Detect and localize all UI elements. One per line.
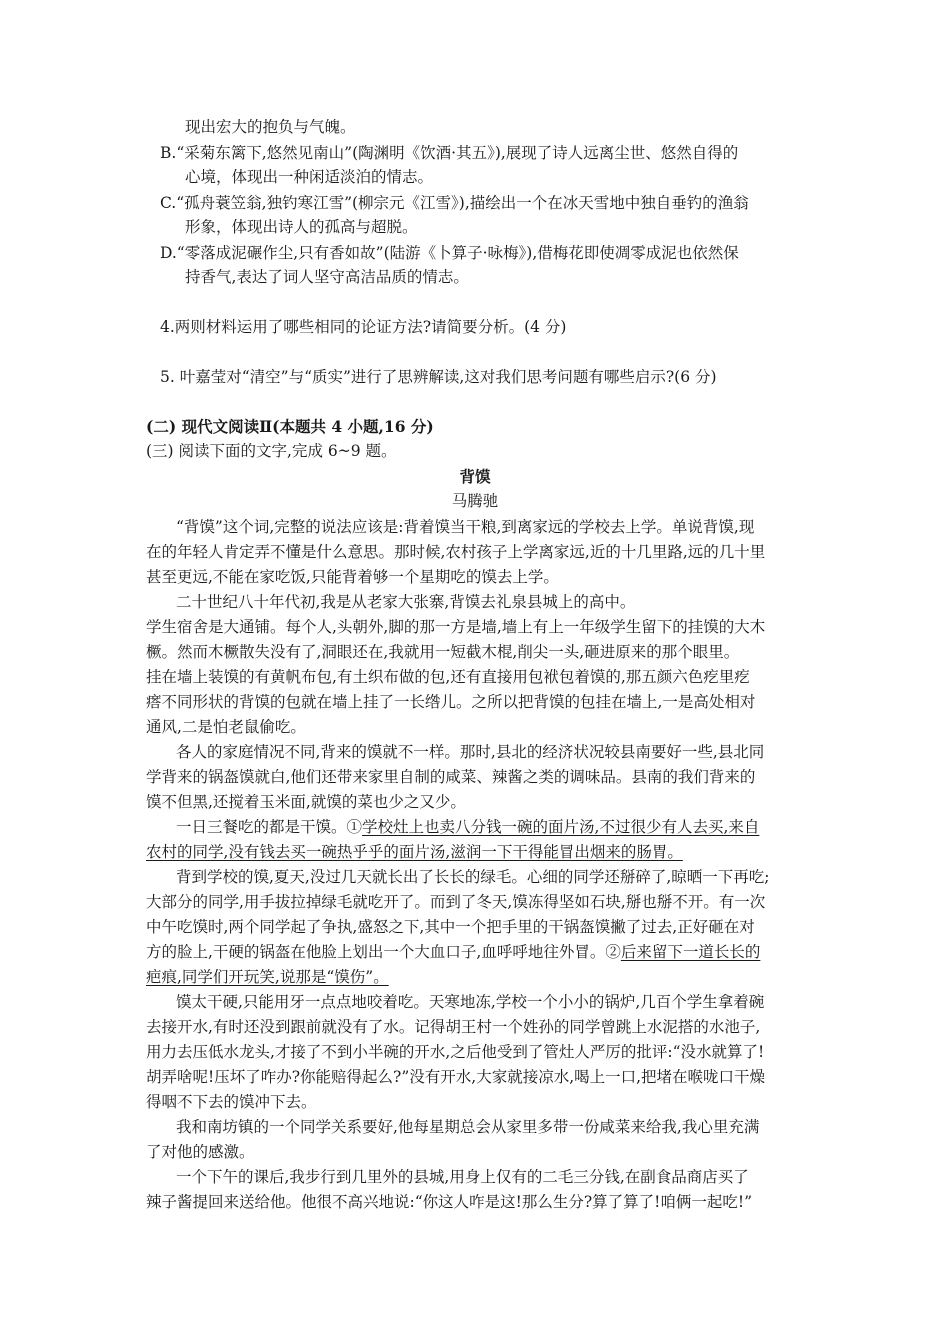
paragraph-line: 甚至更远,不能在家吃饭,只能背着够一个星期吃的馍去上学。 — [146, 568, 559, 586]
paragraph-line: 通风,二是怕老鼠偷吃。 — [146, 718, 306, 736]
paragraph-line — [176, 816, 759, 838]
option-b-line-2: 心境，体现出一种闲适淡泊的情志。 — [185, 168, 434, 186]
paragraph-line — [146, 941, 760, 963]
paragraph-line: 胡弄啥呢!压坏了咋办?你能赔得起么?”没有开水,大家就接凉水,喝上一口,把堵在喉咙口干燥 — [146, 1068, 766, 1086]
option-c-line-2: 形象，体现出诗人的孤高与超脱。 — [185, 218, 418, 236]
paragraph-text: 一日三餐吃的都是干馍。① — [176, 818, 363, 836]
paragraph-line: 去接开水,有时还没到跟前就没有了水。记得胡王村一个姓孙的同学曾跳上水泥搭的水池子, — [146, 1018, 761, 1036]
paragraph-line: 瘩不同形状的背馍的包就在墙上挂了一长绺儿。之所以把背馍的包挂在墙上,一是高处相对 — [146, 693, 756, 711]
paragraph-text: 方的脸上,干硬的锅盔在他脸上划出一个大血口子,血呼呼地往外冒。② — [146, 943, 621, 961]
paragraph-line: 各人的家庭情况不同,背来的馍就不一样。那时,县北的经济状况较县南要好一些,县北同 — [176, 743, 765, 761]
option-c-line-1: C.“孤舟蓑笠翁,独钓寒江雪”(柳宗元《江雪》),描绘出一个在冰天雪地中独自垂钓的渔翁 — [160, 194, 749, 212]
underlined-sentence-1-cont: 农村的同学,没有钱去买一碗热乎乎的面片汤,滋润一下干得能冒出烟来的肠胃。 — [146, 843, 683, 861]
option-a-continuation: 现出宏大的抱负与气魄。 — [185, 118, 356, 136]
paragraph-line: 挂在墙上装馍的有黄帆布包,有土织布做的包,还有直接用包袱包着馍的,那五颜六色疙里疙 — [146, 668, 750, 686]
section-heading: (二) 现代文阅读Ⅱ(本题共 4 小题,16 分) — [146, 417, 434, 436]
underlined-sentence-1: 学校灶上也卖八分钱一碗的面片汤,不过很少有人去买,来自 — [362, 818, 760, 836]
article-author: 马腾驰 — [451, 492, 499, 510]
paragraph-line: 得咽不下去的馍冲下去。 — [146, 1093, 317, 1111]
paragraph-line: 辣子酱提回来送给他。他很不高兴地说:“你这人咋是这!那么生分?算了算了!咱俩一起吃!” — [146, 1193, 753, 1211]
paragraph-line: 在的年轻人肯定弄不懂是什么意思。那时候,农村孩子上学离家远,近的十几里路,远的几十里 — [146, 543, 766, 561]
question-5: 5. 叶嘉莹对“清空”与“质实”进行了思辨解读,这对我们思考问题有哪些启示?(6 分) — [160, 368, 717, 386]
paragraph-line: 馍太干硬,只能用牙一点点地咬着吃。天寒地冻,学校一个小小的锅炉,几百个学生拿着碗 — [176, 993, 765, 1011]
paragraph-line: 学背来的锅盔馍就白,他们还带来家里自制的咸菜、辣酱之类的调味品。县南的我们背来的 — [146, 768, 756, 786]
article-title: 背馍 — [459, 467, 491, 486]
underlined-sentence-2: 后来留下一道长长的 — [620, 943, 761, 961]
paragraph-line: “背馍”这个词,完整的说法应该是:背着馍当干粮,到离家远的学校去上学。单说背馍,现 — [176, 518, 755, 536]
paragraph-line: 橛。然而木橛散失没有了,洞眼还在,我就用一短截木棍,削尖一头,砸进原来的那个眼里。 — [146, 643, 740, 661]
paragraph-line: 馍不但黑,还搅着玉米面,就馍的菜也少之又少。 — [146, 793, 466, 811]
paragraph-line: 用力去压低水龙头,才接了不到小半碗的开水,之后他受到了管灶人严厉的批评:“没水就算了! — [146, 1043, 765, 1061]
question-4: 4.两则材料运用了哪些相同的论证方法?请简要分析。(4 分) — [160, 318, 567, 336]
paragraph-line: 一个下午的课后,我步行到几里外的县城,用身上仅有的二毛三分钱,在副食品商店买了 — [176, 1168, 749, 1186]
paragraph-line: 背到学校的馍,夏天,没过几天就长出了长长的绿毛。心细的同学还掰碎了,晾晒一下再吃; — [176, 868, 770, 886]
option-d-line-2: 持香气,表达了词人坚守高洁品质的情志。 — [185, 268, 469, 286]
section-instruction: (三) 阅读下面的文字,完成 6~9 题。 — [146, 442, 397, 460]
paragraph-line: 我和南坊镇的一个同学关系要好,他每星期总会从家里多带一份咸菜来给我,我心里充满 — [176, 1118, 760, 1136]
paragraph-line: 二十世纪八十年代初,我是从老家大张寨,背馍去礼泉县城上的高中。 — [176, 593, 636, 611]
option-d-line-1: D.“零落成泥碾作尘,只有香如故”(陆游《卜算子·咏梅》),借梅花即使凋零成泥也依然保 — [160, 244, 739, 262]
paragraph-line: 大部分的同学,用手拔拉掉绿毛就吃开了。而到了冬天,馍冻得坚如石块,掰也掰不开。有一次 — [146, 893, 766, 911]
paragraph-line: 了对他的感激。 — [146, 1143, 255, 1161]
underlined-sentence-2-cont: 疤痕,同学们开玩笑,说那是“馍伤”。 — [146, 968, 389, 986]
paragraph-line: 中午吃馍时,两个同学起了争执,盛怒之下,其中一个把手里的干锅盔馍撇了过去,正好砸在对 — [146, 918, 755, 936]
paragraph-line: 学生宿舍是大通铺。每个人,头朝外,脚的那一方是墙,墙上有上一年级学生留下的挂馍的大木 — [146, 618, 766, 636]
option-b-line-1: B.“采菊东篱下,悠然见南山”(陶渊明《饮酒·其五》),展现了诗人远离尘世、悠然自得的 — [160, 144, 739, 162]
